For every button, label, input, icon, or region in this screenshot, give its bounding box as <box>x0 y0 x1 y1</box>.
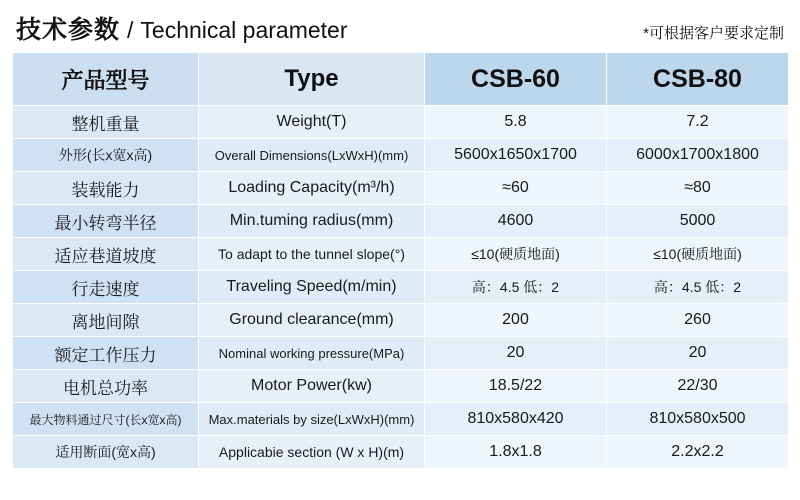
row-value-csb80: 5000 <box>607 205 789 238</box>
row-value-csb80: 6000x1700x1800 <box>607 139 789 172</box>
row-value-csb60: 5.8 <box>425 106 607 139</box>
row-value-csb80: 7.2 <box>607 106 789 139</box>
row-value-csb80: 810x580x500 <box>607 403 789 436</box>
column-header-model-cn: 产品型号 <box>13 53 199 106</box>
table-row <box>13 370 789 403</box>
table-row <box>13 238 789 271</box>
table-row <box>13 403 789 436</box>
row-value-csb60: 810x580x420 <box>425 403 607 436</box>
row-value-csb80: ≈80 <box>607 172 789 205</box>
table-row <box>13 436 789 469</box>
row-value-csb60: 4600 <box>425 205 607 238</box>
row-label-en: Ground clearance(mm) <box>199 304 425 337</box>
table-body <box>13 106 789 469</box>
table-row <box>13 139 789 172</box>
row-label-cn: 行走速度 <box>13 271 199 304</box>
table-header-row <box>13 53 789 106</box>
row-label-cn: 离地间隙 <box>13 304 199 337</box>
row-value-csb60: ≈60 <box>425 172 607 205</box>
table-row <box>13 172 789 205</box>
page-title-en: Technical parameter <box>140 17 348 43</box>
row-label-en: Overall Dimensions(LxWxH)(mm) <box>199 139 425 172</box>
row-value-csb60: 5600x1650x1700 <box>425 139 607 172</box>
page-header <box>12 10 788 52</box>
row-label-en: Min.tuming radius(mm) <box>199 205 425 238</box>
page-title <box>16 10 348 46</box>
table-row <box>13 337 789 370</box>
row-label-en: Max.materials by size(LxWxH)(mm) <box>199 403 425 436</box>
table-row <box>13 106 789 139</box>
row-value-csb80: 260 <box>607 304 789 337</box>
customization-note: *可根据客户要求定制 <box>643 25 784 42</box>
row-label-cn: 外形(长x宽x高) <box>13 139 199 172</box>
technical-parameter-table <box>12 52 789 469</box>
row-label-en: Nominal working pressure(MPa) <box>199 337 425 370</box>
row-value-csb60: 高：4.5 低：2 <box>425 271 607 304</box>
row-label-cn: 适用断面(宽x高) <box>13 436 199 469</box>
row-value-csb80: ≤10(硬质地面) <box>607 238 789 271</box>
row-value-csb80: 2.2x2.2 <box>607 436 789 469</box>
row-label-en: To adapt to the tunnel slope(°) <box>199 238 425 271</box>
row-label-cn: 整机重量 <box>13 106 199 139</box>
row-label-cn: 最小转弯半径 <box>13 205 199 238</box>
row-value-csb60: 20 <box>425 337 607 370</box>
row-label-cn: 适应巷道坡度 <box>13 238 199 271</box>
column-header-csb80: CSB-80 <box>607 53 789 106</box>
row-value-csb80: 22/30 <box>607 370 789 403</box>
row-label-cn: 最大物料通过尺寸(长x宽x高) <box>13 403 199 436</box>
row-value-csb60: 1.8x1.8 <box>425 436 607 469</box>
title-separator: / <box>127 17 134 43</box>
row-value-csb60: ≤10(硬质地面) <box>425 238 607 271</box>
row-label-en: Motor Power(kw) <box>199 370 425 403</box>
table-header <box>13 53 789 106</box>
row-label-cn: 电机总功率 <box>13 370 199 403</box>
row-label-en: Weight(T) <box>199 106 425 139</box>
table-row <box>13 304 789 337</box>
row-value-csb80: 20 <box>607 337 789 370</box>
row-value-csb60: 200 <box>425 304 607 337</box>
column-header-csb60: CSB-60 <box>425 53 607 106</box>
column-header-type: Type <box>199 53 425 106</box>
row-label-en: Applicabie section (W x H)(m) <box>199 436 425 469</box>
row-label-en: Traveling Speed(m/min) <box>199 271 425 304</box>
row-label-en: Loading Capacity(m³/h) <box>199 172 425 205</box>
row-label-cn: 装载能力 <box>13 172 199 205</box>
row-label-cn: 额定工作压力 <box>13 337 199 370</box>
row-value-csb80: 高：4.5 低：2 <box>607 271 789 304</box>
table-row <box>13 271 789 304</box>
table-row <box>13 205 789 238</box>
row-value-csb60: 18.5/22 <box>425 370 607 403</box>
page-title-cn: 技术参数 <box>16 16 121 44</box>
